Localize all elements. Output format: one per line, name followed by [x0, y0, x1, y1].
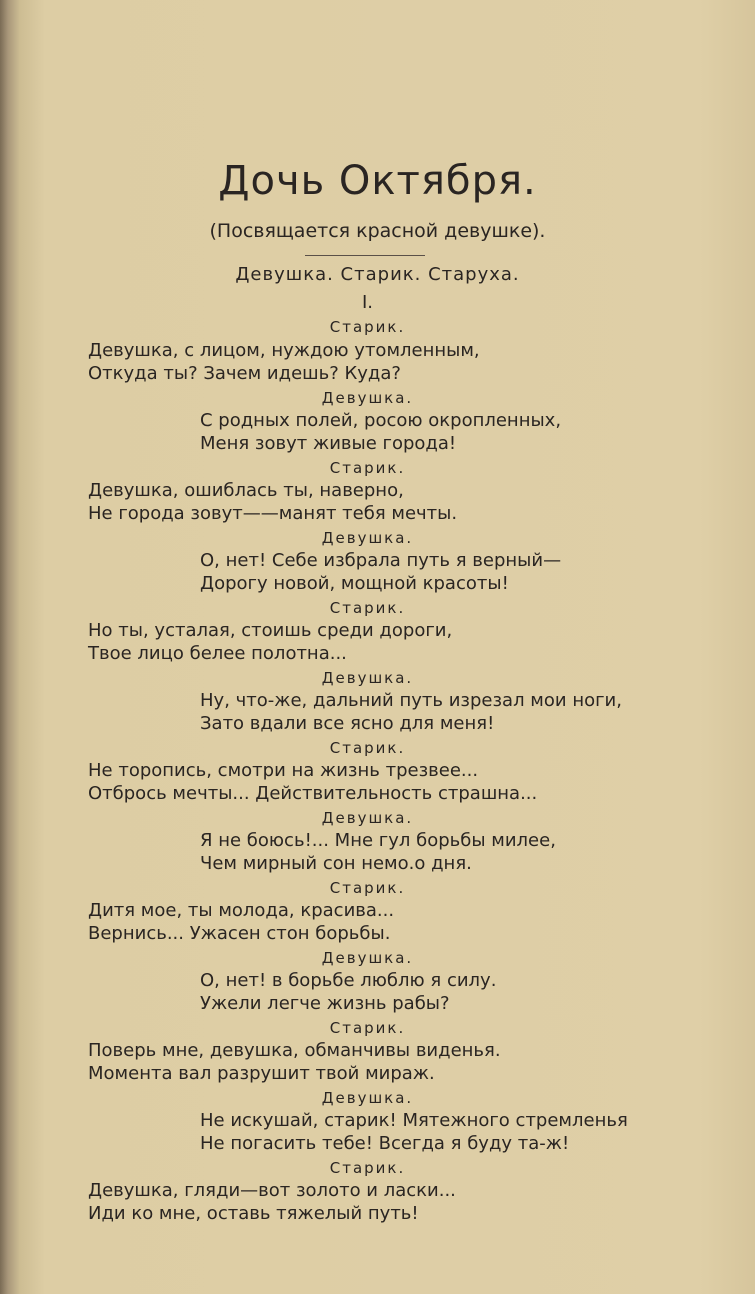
speaker-heading: Старик. [329, 1019, 406, 1037]
verse-line: Девушка, гляди—вот золото и ласки... [88, 1180, 456, 1201]
verse-line: Момента вал разрушит твой мираж. [88, 1063, 435, 1084]
verse-line: Не города зовут——манят тебя мечты. [88, 503, 458, 524]
speaker-heading: Старик. [329, 318, 406, 336]
verse-line: Но ты, усталая, стоишь среди дороги, [88, 620, 453, 641]
verse-line: С родных полей, росою окропленных, [200, 410, 562, 431]
divider [305, 255, 425, 256]
verse-line: Поверь мне, девушка, обманчивы виденья. [88, 1040, 501, 1061]
verse-line: Не погасить тебе! Всегда я буду та-ж! [200, 1133, 570, 1154]
verse-line: Я не боюсь!... Мне гул борьбы милее, [200, 830, 556, 851]
verse-line: Дитя мое, ты молода, красива... [88, 900, 395, 921]
speaker-heading: Девушка. [321, 529, 414, 547]
verse-line: Зато вдали все ясно для меня! [200, 713, 495, 734]
verse-line: О, нет! Себе избрала путь я верный— [200, 550, 562, 571]
verse-line: Ужели легче жизнь рабы? [200, 993, 450, 1014]
speaker-heading: Девушка. [321, 1089, 414, 1107]
act-number: I. [361, 292, 374, 313]
verse-line: Не торопись, смотри на жизнь трезвее... [88, 760, 479, 781]
speaker-heading: Старик. [329, 459, 406, 477]
verse-line: Откуда ты? Зачем идешь? Куда? [88, 363, 401, 384]
verse-line: Меня зовут живые города! [200, 433, 457, 454]
verse-line: О, нет! в борьбе люблю я силу. [200, 970, 497, 991]
verse-line: Ну, что-же, дальний путь изрезал мои ноги, [200, 690, 622, 711]
verse-line: Чем мирный сон немо.о дня. [200, 853, 472, 874]
verse-line: Не искушай, старик! Мятежного стремленья [200, 1110, 628, 1131]
speaker-heading: Девушка. [321, 389, 414, 407]
speaker-heading: Старик. [329, 879, 406, 897]
speaker-heading: Девушка. [321, 669, 414, 687]
speaker-heading: Старик. [329, 599, 406, 617]
poem-title: Дочь Октября. [218, 158, 537, 204]
verse-line: Дорогу новой, мощной красоты! [200, 573, 509, 594]
speaker-heading: Девушка. [321, 949, 414, 967]
dedication: (Посвящается красной девушке). [209, 220, 546, 242]
cast-list: Девушка. Старик. Старуха. [235, 264, 520, 285]
verse-line: Девушка, ошиблась ты, наверно, [88, 480, 404, 501]
speaker-heading: Девушка. [321, 809, 414, 827]
speaker-heading: Старик. [329, 739, 406, 757]
verse-line: Вернись... Ужасен стон борьбы. [88, 923, 391, 944]
verse-line: Твое лицо белее полотна... [88, 643, 347, 664]
verse-line: Девушка, с лицом, нуждою утомленным, [88, 340, 480, 361]
speaker-heading: Старик. [329, 1159, 406, 1177]
verse-line: Отбрось мечты... Действительность страшна... [88, 783, 538, 804]
verse-line: Иди ко мне, оставь тяжелый путь! [88, 1203, 419, 1224]
